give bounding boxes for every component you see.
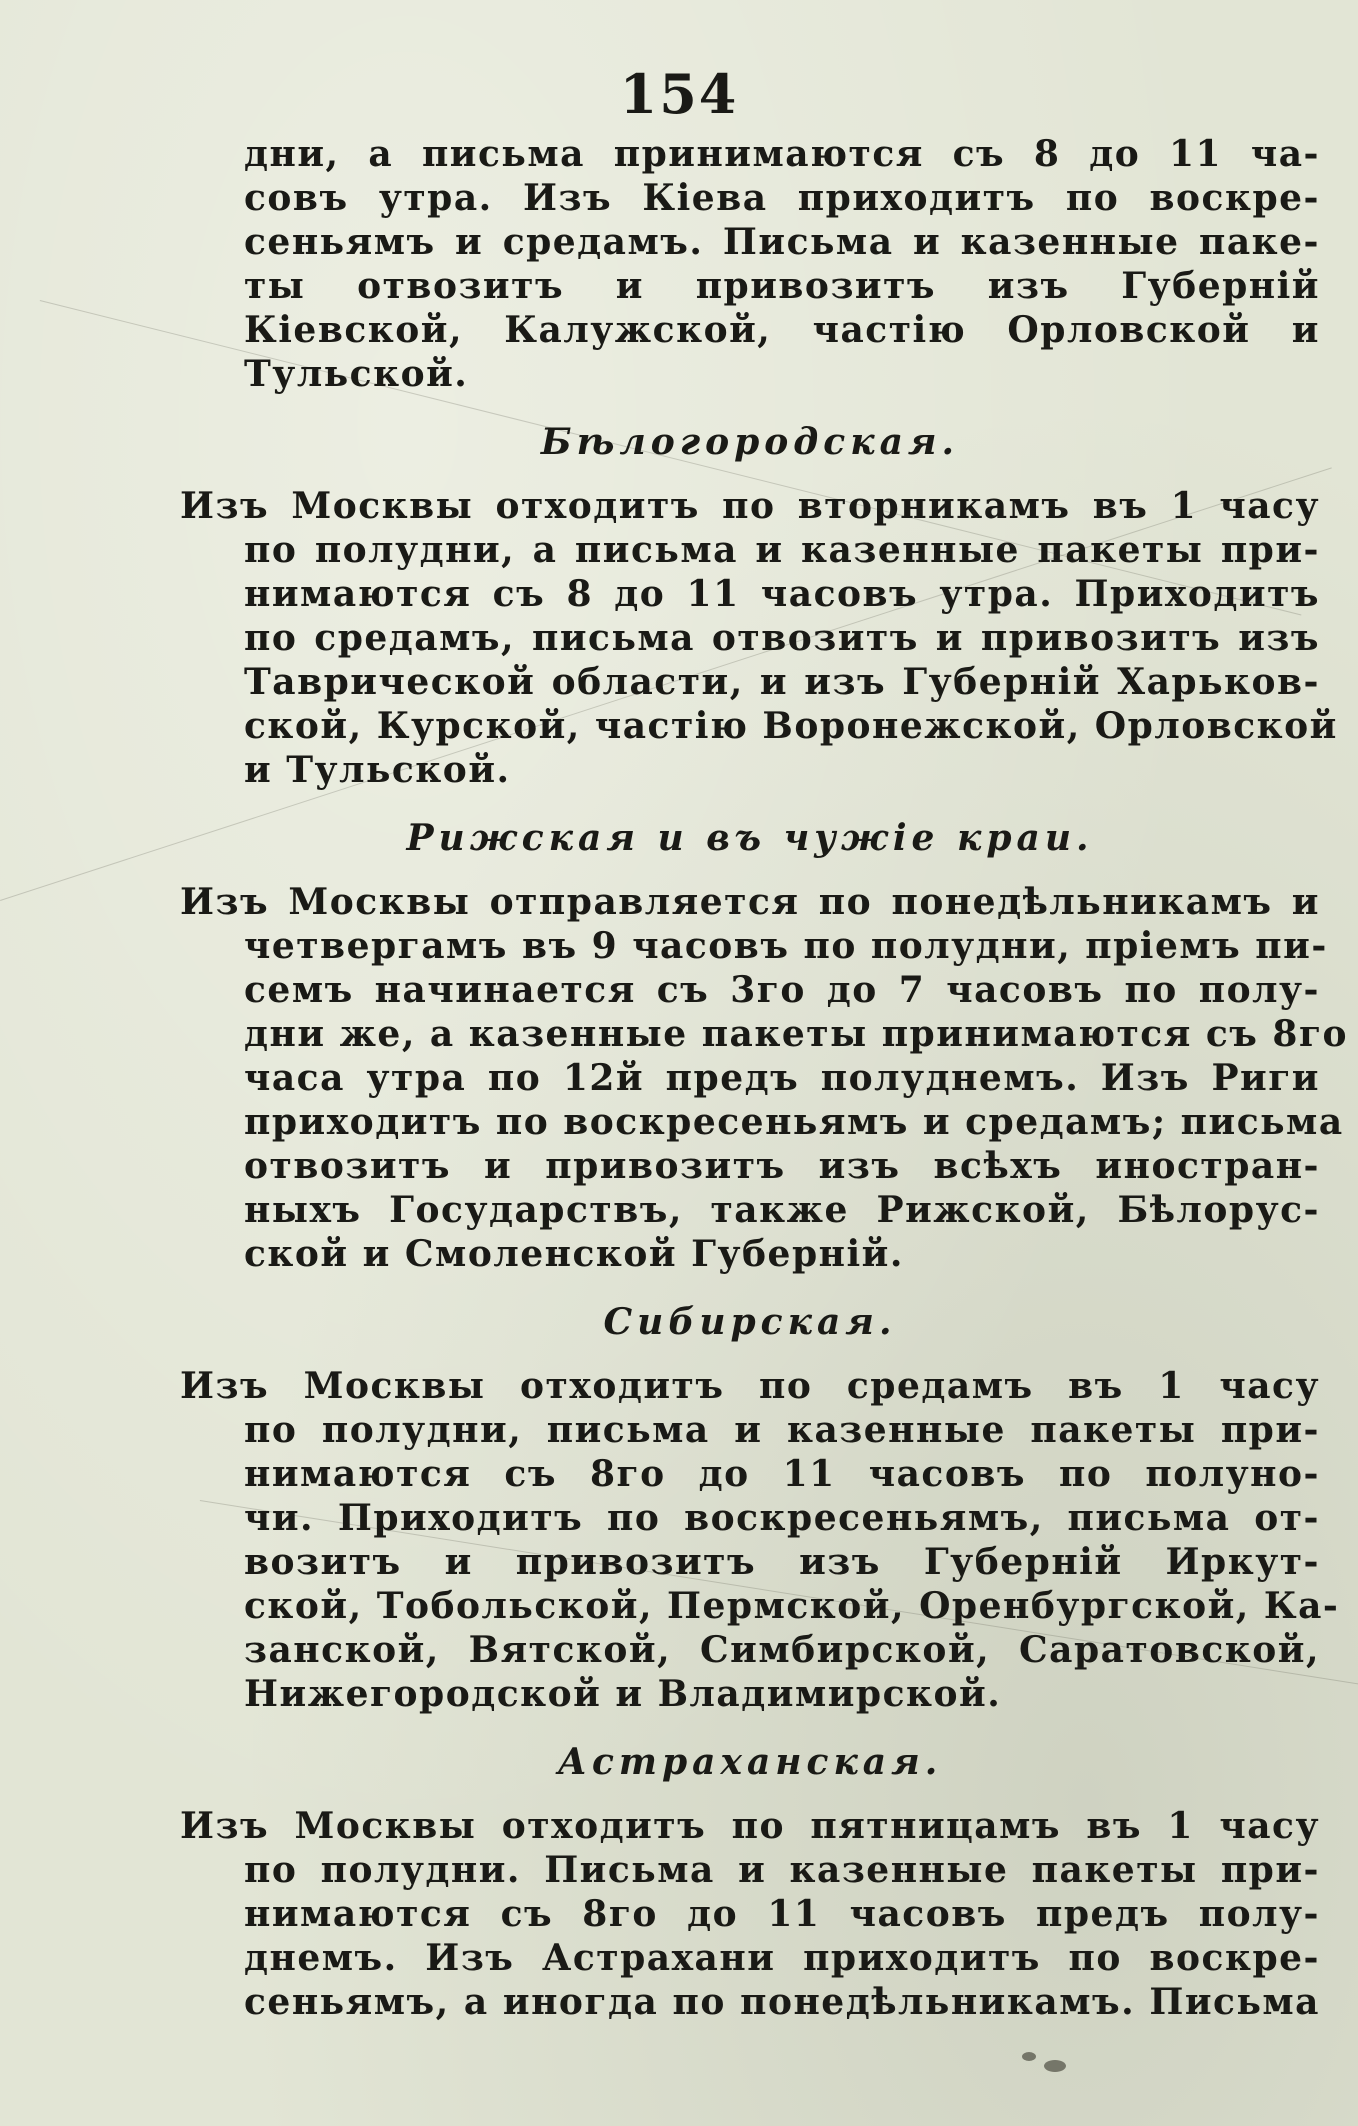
text-line: нимаются съ 8го до 11 часовъ предъ полу- bbox=[244, 1893, 1320, 1935]
section-title: Сибирская. bbox=[603, 1301, 897, 1343]
text-line: семъ начинается съ 3го до 7 часовъ по полу- bbox=[244, 969, 1320, 1011]
text-line: нимаются съ 8го до 11 часовъ по полуно- bbox=[244, 1453, 1320, 1495]
text-line: Изъ Москвы отходитъ по средамъ въ 1 часу bbox=[180, 1365, 1320, 1407]
section-title: Астраханская. bbox=[557, 1741, 943, 1783]
text-line: Нижегородской и Владимирской. bbox=[244, 1673, 1002, 1715]
section-belgorod bbox=[180, 420, 1338, 792]
text-line: по полудни, письма и казенные пакеты при- bbox=[244, 1409, 1320, 1451]
text-line: ской, Тобольской, Пермской, Оренбургской, Ка- bbox=[244, 1585, 1340, 1627]
text-line: по средамъ, письма отвозитъ и привозитъ изъ bbox=[244, 617, 1320, 659]
text-line: Кіевской, Калужской, частію Орловской и bbox=[244, 309, 1320, 351]
text-line: ской и Смоленской Губерній. bbox=[244, 1233, 904, 1275]
text-line: днемъ. Изъ Астрахани приходитъ по воскре- bbox=[244, 1937, 1320, 1979]
text-line: и Тульской. bbox=[244, 749, 511, 791]
text-line: чи. Приходитъ по воскресеньямъ, письма от- bbox=[244, 1497, 1320, 1539]
text-line: ты отвозитъ и привозитъ изъ Губерній bbox=[244, 265, 1320, 307]
text-line: сеньямъ и средамъ. Письма и казенные паке- bbox=[244, 221, 1320, 263]
section-astrakhan bbox=[180, 1740, 1320, 2024]
text-line: Изъ Москвы отходитъ по пятницамъ въ 1 часу bbox=[180, 1805, 1320, 1847]
text-line: совъ утра. Изъ Кіева приходитъ по воскре- bbox=[244, 177, 1320, 219]
text-line: ской, Курской, частію Воронежской, Орловской bbox=[244, 705, 1338, 747]
ink-spot bbox=[1022, 2052, 1036, 2061]
text-line: по полудни. Письма и казенные пакеты при- bbox=[244, 1849, 1320, 1891]
text-line: ныхъ Государствъ, также Рижской, Бѣлорус- bbox=[244, 1189, 1320, 1231]
text-line: нимаются съ 8 до 11 часовъ утра. Приходитъ bbox=[244, 573, 1320, 615]
text-line: дни, а письма принимаются съ 8 до 11 ча- bbox=[244, 133, 1320, 175]
text-line: Тульской. bbox=[244, 353, 469, 395]
text-line: четвергамъ въ 9 часовъ по полудни, пріемъ пи- bbox=[244, 925, 1328, 967]
text-line: по полудни, а письма и казенные пакеты при- bbox=[244, 529, 1320, 571]
text-line: приходитъ по воскресеньямъ и средамъ; письма bbox=[244, 1101, 1344, 1143]
text-line: дни же, а казенные пакеты принимаются съ 8го bbox=[244, 1013, 1349, 1055]
text-line: возитъ и привозитъ изъ Губерній Иркут- bbox=[244, 1541, 1320, 1583]
section-title: Рижская и въ чужіе краи. bbox=[406, 817, 1094, 859]
page-text bbox=[180, 132, 1349, 2024]
section-title: Бѣлогородская. bbox=[540, 421, 960, 463]
text-line: сеньямъ, а иногда по понедѣльникамъ. Письма bbox=[244, 1981, 1320, 2023]
text-line: занской, Вятской, Симбирской, Саратовской, bbox=[244, 1629, 1320, 1671]
ink-spot bbox=[1044, 2060, 1066, 2072]
text-line: Таврической области, и изъ Губерній Харьков- bbox=[244, 661, 1320, 703]
section-riga bbox=[180, 816, 1349, 1276]
text-line: часа утра по 12й предъ полуднемъ. Изъ Риги bbox=[244, 1057, 1320, 1099]
text-line: Изъ Москвы отправляется по понедѣльникамъ и bbox=[180, 881, 1320, 923]
text-line: Изъ Москвы отходитъ по вторникамъ въ 1 часу bbox=[180, 485, 1320, 527]
intro-paragraph bbox=[180, 132, 1320, 396]
section-siberia bbox=[180, 1300, 1340, 1716]
text-line: отвозитъ и привозитъ изъ всѣхъ иностран- bbox=[244, 1145, 1320, 1187]
page-number: 154 bbox=[619, 62, 739, 126]
